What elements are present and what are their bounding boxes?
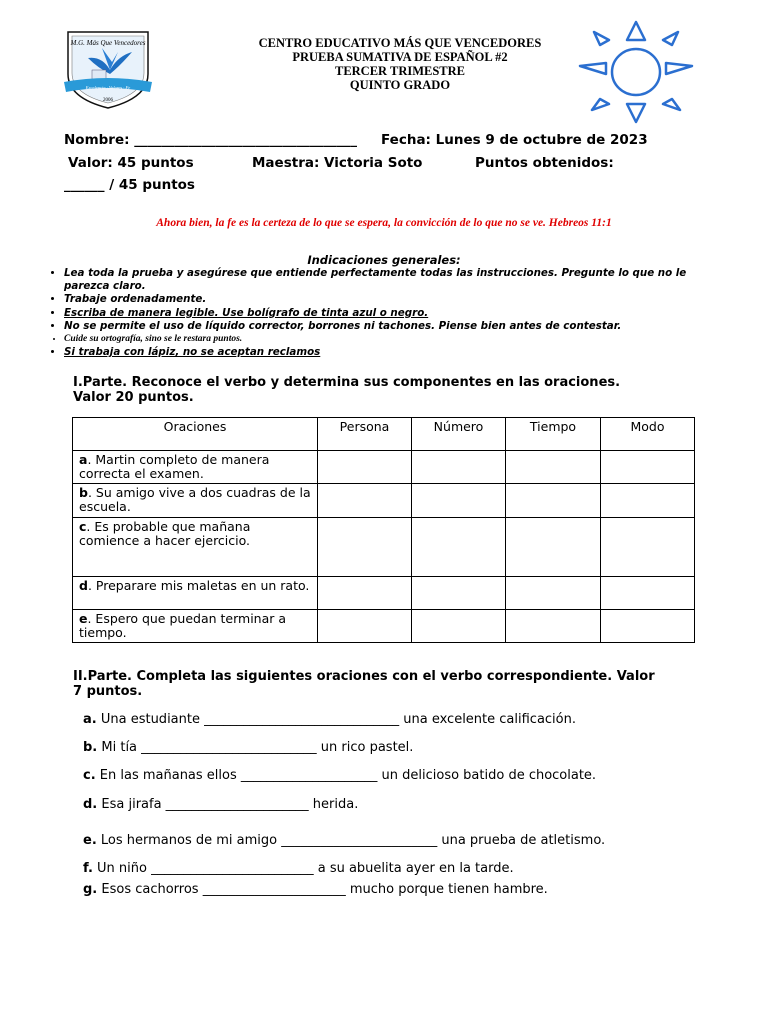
fecha-label: Fecha: Lunes 9 de octubre de 2023	[381, 132, 648, 148]
logo-text: M.G. Más Que Vencedores	[70, 39, 146, 47]
answer-cell[interactable]	[318, 577, 412, 610]
fill-in-item-e[interactable]: e. Los hermanos de mi amigo ________________________ una prueba de atletismo.	[83, 833, 606, 848]
answer-cell[interactable]	[412, 610, 506, 643]
table-row: e. Espero que puedan terminar a tiempo.	[73, 610, 695, 643]
instruction-item: • Si trabaja con lápiz, no se aceptan reclamos	[64, 346, 704, 359]
answer-cell[interactable]	[601, 577, 695, 610]
fill-in-item-g[interactable]: g. Esos cachorros ______________________ mucho porque tienen hambre.	[83, 882, 548, 897]
answer-cell[interactable]	[601, 451, 695, 484]
bible-verse: Ahora bien, la fe es la certeza de lo que se espera, la convicción de lo que no se ve. Hebreos 11:1	[156, 217, 612, 229]
fill-in-item-f[interactable]: f. Un niño _________________________ a su abuelita ayer en la tarde.	[83, 861, 514, 876]
header-line-3: TERCER TRIMESTRE	[334, 64, 465, 78]
score-field: ______ / 45 puntos	[64, 177, 195, 193]
valor-label: Valor: 45 puntos	[68, 155, 194, 171]
verb-analysis-table	[72, 417, 695, 643]
part2-title: II.Parte. Completa las siguientes oraciones con el verbo correspondiente. Valor 7 puntos.	[73, 669, 655, 699]
answer-cell[interactable]	[506, 610, 601, 643]
table-row: b. Su amigo vive a dos cuadras de la escuela.	[73, 484, 695, 518]
instructions-list	[46, 267, 704, 359]
answer-cell[interactable]	[318, 451, 412, 484]
header-persona: Persona	[318, 418, 412, 451]
answer-cell[interactable]	[506, 577, 601, 610]
svg-text:Excelencia · Valores · Fe: Excelencia · Valores · Fe	[85, 85, 131, 90]
answer-cell[interactable]	[601, 610, 695, 643]
header-tiempo: Tiempo	[506, 418, 601, 451]
header-numero: Número	[412, 418, 506, 451]
header-line-2: PRUEBA SUMATIVA DE ESPAÑOL #2	[292, 50, 508, 64]
school-header	[200, 36, 600, 92]
table-row: a. Martin completo de manera correcta el examen.	[73, 451, 695, 484]
fill-in-item-a[interactable]: a. Una estudiante ______________________________ una excelente calificación.	[83, 712, 576, 727]
answer-cell[interactable]	[318, 610, 412, 643]
instruction-item: • No se permite el uso de líquido corrector, borrones ni tachones. Piense bien antes de contestar.	[64, 320, 704, 333]
svg-text:2006: 2006	[103, 98, 113, 103]
fill-in-item-d[interactable]: d. Esa jirafa ______________________ herida.	[83, 797, 359, 812]
answer-cell[interactable]	[318, 484, 412, 518]
answer-cell[interactable]	[412, 484, 506, 518]
school-logo	[62, 26, 154, 110]
answer-cell[interactable]	[506, 451, 601, 484]
answer-cell[interactable]	[412, 451, 506, 484]
instruction-item: • Escriba de manera legible. Use bolígrafo de tinta azul o negro.	[64, 307, 704, 320]
answer-cell[interactable]	[506, 518, 601, 577]
answer-cell[interactable]	[412, 577, 506, 610]
maestra-label: Maestra: Victoria Soto	[252, 155, 423, 171]
puntos-obtenidos-label: Puntos obtenidos:	[475, 155, 614, 171]
instruction-item: • Cuide su ortografía, sino se le restara puntos.	[64, 333, 704, 346]
answer-cell[interactable]	[506, 484, 601, 518]
table-row: c. Es probable que mañana comience a hacer ejercicio.	[73, 518, 695, 577]
sun-icon	[576, 18, 696, 126]
instruction-item: • Lea toda la prueba y asegúrese que entiende perfectamente todas las instrucciones. Pregunte lo que no le parezca claro.	[64, 267, 704, 293]
instructions-title: Indicaciones generales:	[307, 253, 461, 267]
header-line-4: QUINTO GRADO	[349, 78, 451, 92]
header-oraciones: Oraciones	[73, 418, 318, 451]
table-header-row	[73, 418, 695, 451]
nombre-field: Nombre: _________________________________	[64, 132, 357, 148]
part1-title: I.Parte. Reconoce el verbo y determina sus componentes en las oraciones. Valor 20 puntos.	[73, 375, 621, 405]
answer-cell[interactable]	[601, 484, 695, 518]
answer-cell[interactable]	[318, 518, 412, 577]
answer-cell[interactable]	[601, 518, 695, 577]
table-row: d. Preparare mis maletas en un rato.	[73, 577, 695, 610]
fill-in-item-b[interactable]: b. Mi tía ___________________________ un rico pastel.	[83, 740, 414, 755]
instruction-item: • Trabaje ordenadamente.	[64, 293, 704, 306]
header-modo: Modo	[601, 418, 695, 451]
header-line-1: CENTRO EDUCATIVO MÁS QUE VENCEDORES	[258, 36, 542, 50]
fill-in-item-c[interactable]: c. En las mañanas ellos _____________________ un delicioso batido de chocolate.	[83, 768, 597, 783]
answer-cell[interactable]	[412, 518, 506, 577]
